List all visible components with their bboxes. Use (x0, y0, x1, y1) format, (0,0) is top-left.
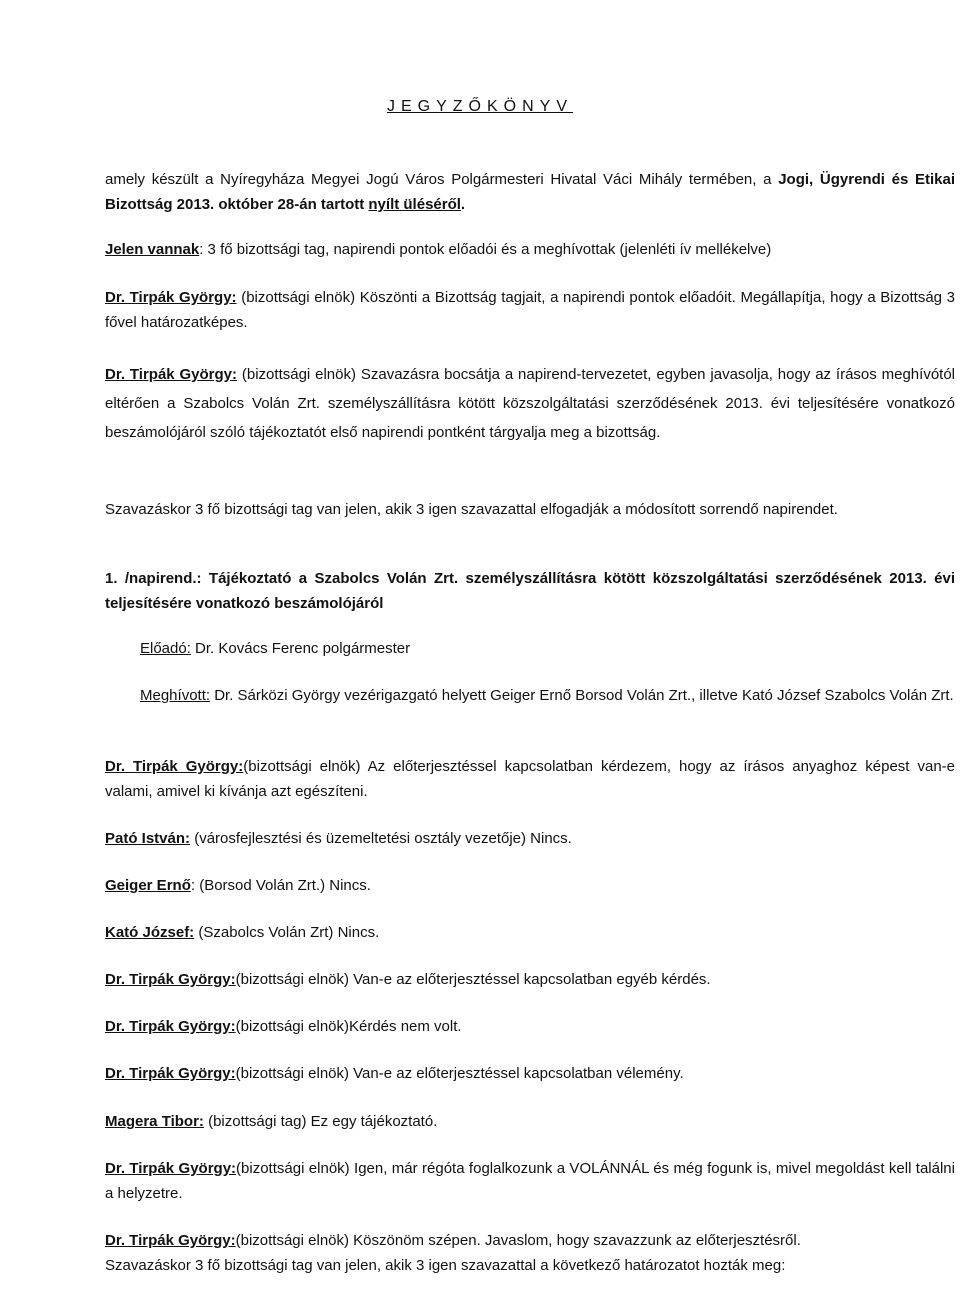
agenda-title: : Tájékoztató a Szabolcs Volán Zrt. személyszállításra kötött közszolgáltatási szerződésének 2013. évi teljesítésére vonatkozó beszámolójáról (105, 570, 955, 612)
committee-name: Jogi, Ügyrendi és Etikai Bizottság 2013. október 28-án tartott (105, 171, 955, 213)
paragraph-opinion: Dr. Tirpák György:(bizottsági elnök) Van-e az előterjesztéssel kapcsolatban vélemény. (105, 1065, 684, 1082)
paragraph-no-question: Dr. Tirpák György:(bizottsági elnök)Kérdés nem volt. (105, 1018, 462, 1035)
present-label: Jelen vannak (105, 241, 200, 258)
presenter-line: Előadó: Dr. Kovács Ferenc polgármester (140, 640, 411, 657)
invited-label: Meghívott: (140, 687, 211, 704)
session-type: nyílt üléséről (368, 196, 461, 213)
speaker-name: Kató József: (105, 924, 195, 941)
paragraph-geiger: Geiger Ernő: (Borsod Volán Zrt.) Nincs. (105, 877, 371, 894)
speaker-name: Dr. Tirpák György: (105, 366, 238, 383)
speaker-name: Geiger Ernő (105, 877, 191, 894)
speaker-name: Dr. Tirpák György: (105, 1018, 236, 1035)
paragraph-agenda-proposal: Dr. Tirpák György: (bizottsági elnök) Szavazásra bocsátja a napirend-tervezetet, egyben javasolja, hogy az írásos meghívótól eltérően a Szabolcs Volán Zrt. személyszállításra kötött közszolgáltatási szerződésének 2013. évi teljesítésére vonatkozó beszámolójáról szóló tájékoztatót első napirendi pontként tárgyalja meg a bizottság. (105, 366, 956, 441)
attendance-paragraph (105, 237, 955, 262)
invited-line: Meghívott: Dr. Sárközi György vezérigazgató helyett Geiger Ernő Borsod Volán Zrt., illetve Kató József Szabolcs Volán Zrt. (140, 687, 954, 704)
paragraph-question: Dr. Tirpák György:(bizottsági elnök) Az előterjesztéssel kapcsolatban kérdezem, hogy az írásos anyaghoz képest van-e valami, amivel ki kívánja azt egészíteni. (105, 758, 955, 800)
paragraph-volan: Dr. Tirpák György:(bizottsági elnök) Igen, már régóta foglalkozunk a VOLÁNNÁL és még fogunk is, mivel megoldást kell találni a helyzetre. (105, 1160, 955, 1202)
agenda-item-1 (105, 566, 955, 616)
speaker-name: Dr. Tirpák György: (105, 289, 237, 306)
paragraph-thanks: Dr. Tirpák György:(bizottsági elnök) Köszönöm szépen. Javaslom, hogy szavazzunk az előterjesztésről. Szavazáskor 3 fő bizottsági tag van jelen, akik 3 igen szavazattal a következő határozatot hozták meg: (105, 1232, 801, 1274)
paragraph-kato: Kató József: (Szabolcs Volán Zrt) Nincs. (105, 924, 380, 941)
speaker-name: Dr. Tirpák György: (105, 1065, 236, 1082)
speaker-name: Magera Tibor: (105, 1113, 204, 1130)
speaker-name: Pató István: (105, 830, 191, 847)
document-title: JEGYZŐKÖNYV (386, 98, 574, 115)
speaker-name: Dr. Tirpák György: (105, 1232, 236, 1249)
intro-text: amely készült a Nyíregyháza Megyei Jogú Város Polgármesteri Hivatal Váci Mihály termében, a (105, 171, 779, 188)
speaker-name: Dr. Tirpák György: (105, 758, 244, 775)
paragraph-pato: Pató István: (városfejlesztési és üzemeltetési osztály vezetője) Nincs. (105, 830, 572, 847)
vote-result: Szavazáskor 3 fő bizottsági tag van jelen, akik 3 igen szavazattal a következő határozatot hozták meg: (105, 1257, 786, 1274)
speaker-name: Dr. Tirpák György: (105, 971, 236, 988)
speaker-name: Dr. Tirpák György: (105, 1160, 237, 1177)
paragraph-vote-agenda: Szavazáskor 3 fő bizottsági tag van jelen, akik 3 igen szavazattal elfogadják a módosított sorrendő napirendet. (105, 501, 838, 518)
paragraph-opening: Dr. Tirpák György: (bizottsági elnök) Köszönti a Bizottság tagjait, a napirendi pontok előadóit. Megállapítja, hogy a Bizottság 3 fővel határozatképes. (105, 289, 955, 331)
presenter-label: Előadó: (140, 640, 191, 657)
intro-paragraph: amely készült a Nyíregyháza Megyei Jogú Város Polgármesteri Hivatal Váci Mihály termében, a Jogi, Ügyrendi és Etikai Bizottság 2013. október 28-án tartott nyílt üléséről. (105, 171, 955, 213)
paragraph-other-question: Dr. Tirpák György:(bizottsági elnök) Van-e az előterjesztéssel kapcsolatban egyéb kérdés. (105, 971, 711, 988)
paragraph-magera: Magera Tibor: (bizottsági tag) Ez egy tájékoztató. (105, 1113, 438, 1130)
agenda-number: 1. /napirend. (105, 570, 197, 587)
present-text: : 3 fő bizottsági tag, napirendi pontok előadói és a meghívottak (jelenléti ív mellékelve) (199, 241, 772, 258)
